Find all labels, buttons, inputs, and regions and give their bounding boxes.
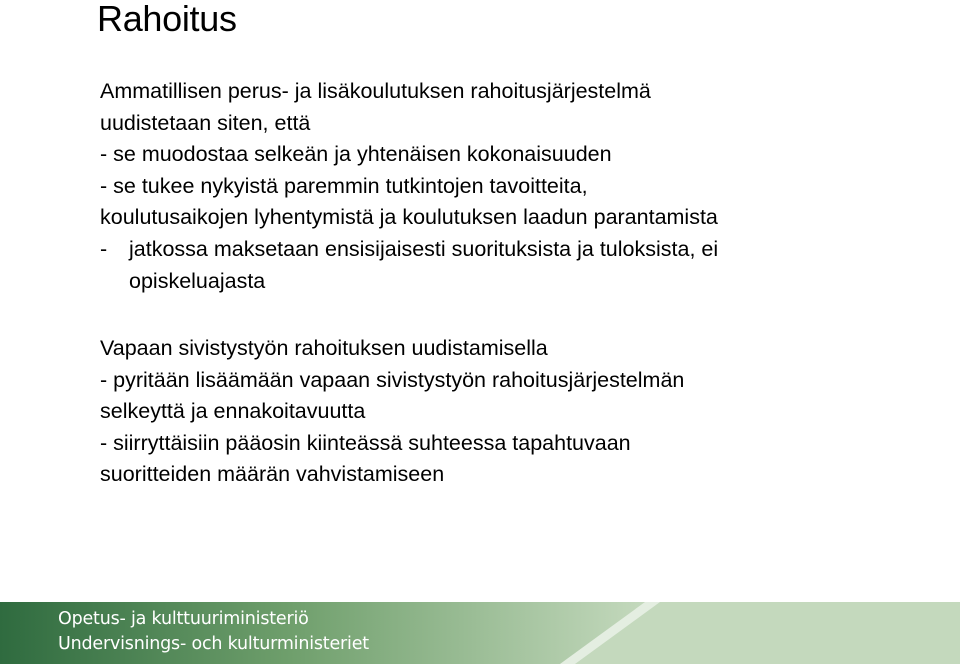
text-line: koulutusaikojen lyhentymistä ja koulutuksen laadun parantamista	[100, 205, 718, 230]
text-line: Ammatillisen perus- ja lisäkoulutuksen rahoitusjärjestelmä	[100, 79, 651, 103]
dash-item	[100, 234, 718, 266]
text-line: - siirryttäisiin pääosin kiinteässä suhteessa tapahtuvaan	[100, 430, 631, 455]
dash-item-continuation: opiskeluajasta	[129, 268, 266, 293]
dash-marker: -	[100, 236, 108, 261]
financing-vocational-text	[100, 76, 718, 297]
text-line: - se muodostaa selkeän ja yhtenäisen kokonaisuuden	[100, 142, 612, 167]
text-line: uudistetaan siten, että	[100, 110, 311, 135]
text-line: selkeyttä ja ennakoitavuutta	[100, 399, 366, 424]
financing-liberal-education-text	[100, 333, 684, 491]
ministry-name-finnish: Opetus- ja kulttuuriministeriö	[58, 609, 309, 629]
text-line: suoritteiden määrän vahvistamiseen	[100, 462, 445, 487]
ministry-name-swedish: Undervisnings- och kulturministeriet	[58, 634, 369, 654]
dash-item-text: jatkossa maksetaan ensisijaisesti suorituksista ja tuloksista, ei	[129, 236, 719, 261]
slide-title: Rahoitus	[97, 0, 237, 39]
text-line: - pyritään lisäämään vapaan sivistystyön rahoitusjärjestelmän	[100, 367, 685, 392]
text-line: - se tukee nykyistä paremmin tutkintojen tavoitteita,	[100, 173, 588, 198]
text-line: Vapaan sivistystyön rahoituksen uudistamisella	[100, 336, 548, 360]
